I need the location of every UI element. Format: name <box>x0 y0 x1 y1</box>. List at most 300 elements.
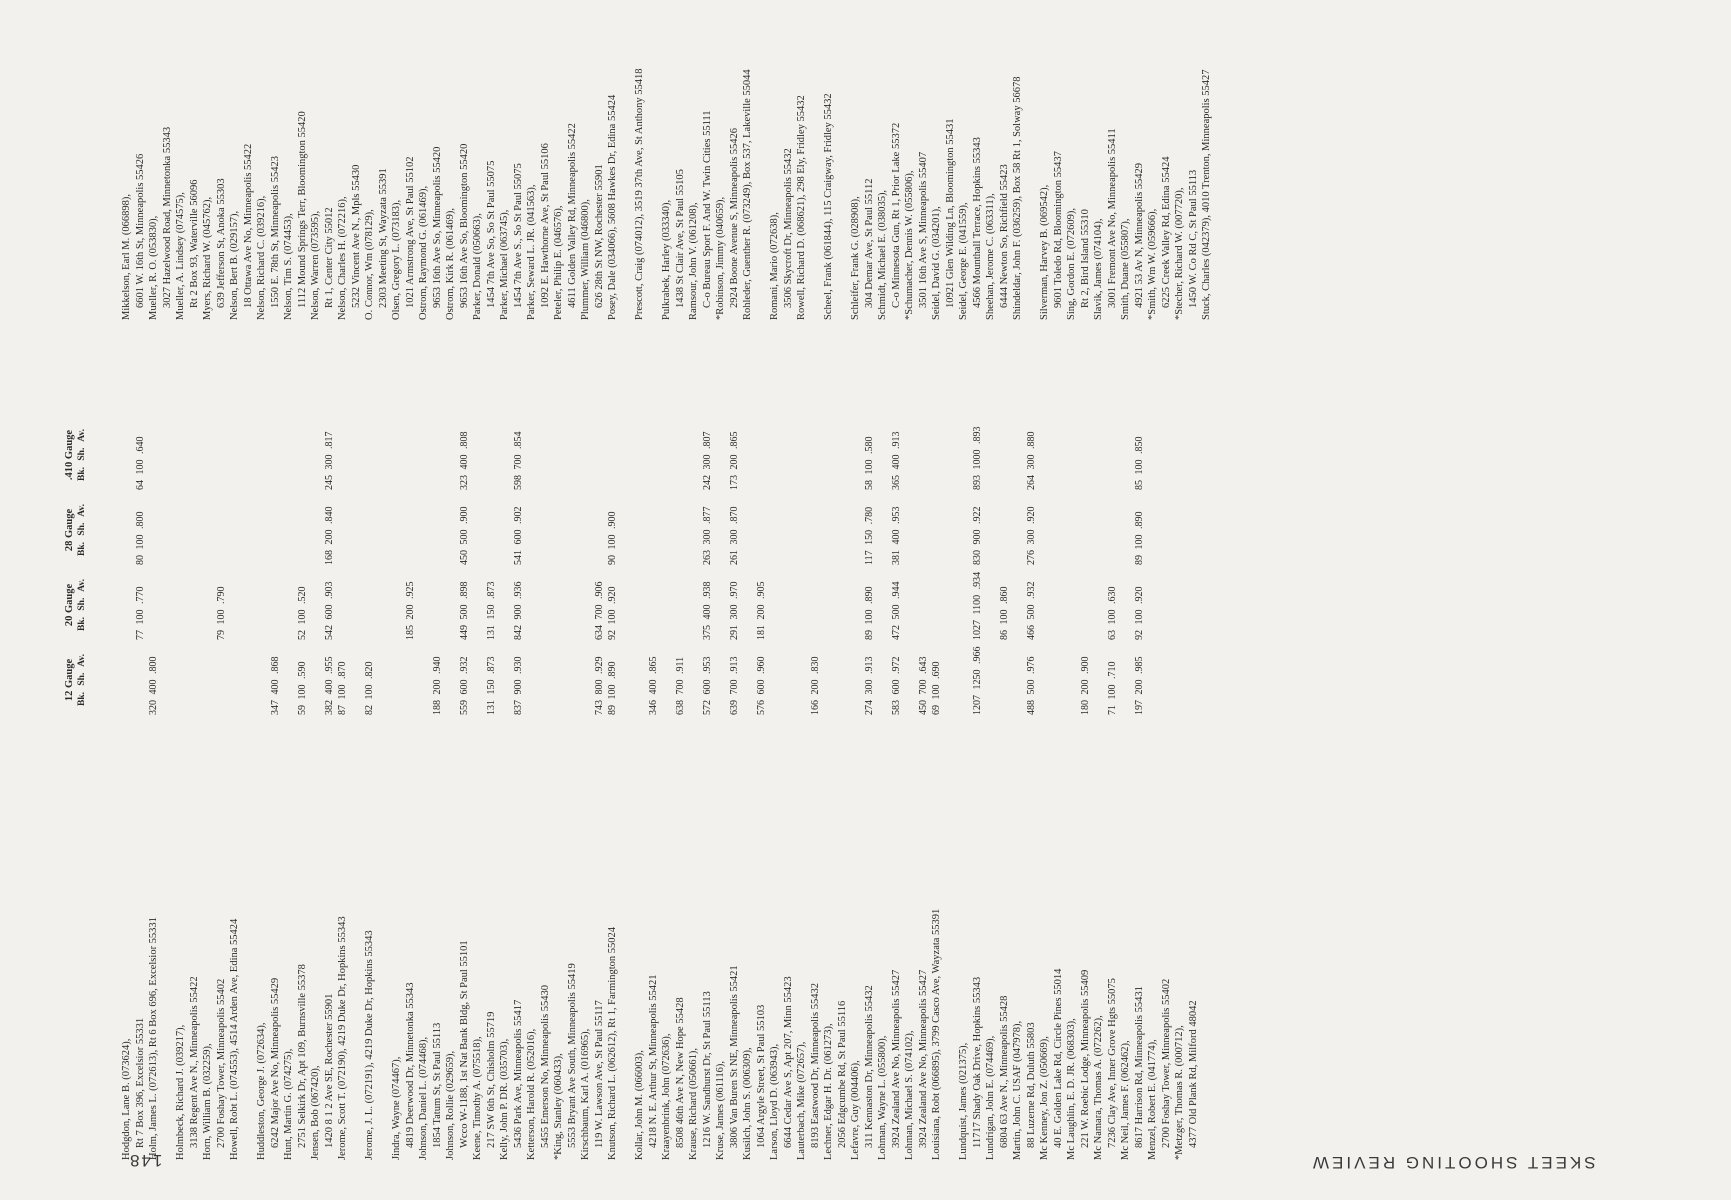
shooter-name: Louisiana, Robt (066895), 3799 Casco Ave, Wayzata 55391 <box>931 908 942 1160</box>
gauge-score-g20: 77 100 .770 <box>134 586 146 640</box>
shooter-name: Smith, Duane (055807), <box>1120 218 1131 320</box>
gauge-score-g12: 638 700 .911 <box>674 656 686 715</box>
gauge-score-g20: 185 200 .925 <box>404 581 416 640</box>
shooter-name: Ketterson, Harold R. (052016), <box>526 1028 537 1160</box>
gauge-score-g28: 168 200 .840 <box>323 506 335 565</box>
shooter-address: 4218 N. E. Arthur St, Minneapolis 55421 <box>647 974 659 1148</box>
gauge-header <box>64 495 88 565</box>
gauge-score-g12: 89 100 .890 <box>607 661 618 715</box>
shooter-address: Rt 2, Bird Island 55310 <box>1079 209 1091 308</box>
gauge-score-g12: 576 600 .960 <box>755 656 767 715</box>
shooter-name: Jerome, J. L. (072191), 4219 Duke Dr, Hopkins 55343 <box>364 930 375 1160</box>
shooter-name: Horn, William B. (032259), <box>202 1043 213 1160</box>
shooter-address: 2700 Foshay Tower, Minneapolis 55402 <box>1160 978 1172 1148</box>
shooter-name: Martin, John C. USAF (047978), <box>1012 1020 1023 1160</box>
shooter-address <box>242 360 256 1160</box>
shooter-address: 2924 Boone Avenue S, Minneapolis 55426 <box>728 127 740 308</box>
gauge-score-g12: 346 400 .865 <box>647 656 659 715</box>
shooter-address: 2751 Selkirk Dr, Apt 109, Burnsville 55378 <box>296 964 308 1148</box>
shooter-name: Nelson, Tim S. (074453), <box>283 213 294 320</box>
gauge-header-sub: Bk. Sh. Av. <box>77 429 87 481</box>
shooter-entry <box>552 360 579 1160</box>
gauge-score-g20: 92 100 .920 <box>607 586 618 640</box>
shooter-entry <box>876 0 903 320</box>
shooter-address: 1438 St Clair Ave, St Paul 55105 <box>674 169 686 308</box>
shooter-name: Ramsour, John V. (061208), <box>688 202 699 320</box>
shooter-address: 5553 Bryant Ave South, Minneapolis 55419 <box>566 963 578 1148</box>
shooter-address: 4611 Golden Valley Rd, Minneapolis 55422 <box>566 123 578 308</box>
shooter-name: Sing, Gordon E. (072609), <box>1066 208 1077 320</box>
gauge-score-g12: 69 100 .690 <box>931 661 942 715</box>
shooter-entry <box>417 360 444 1160</box>
shooter-name: Nelson, Bert B. (029157), <box>229 210 240 320</box>
gauge-score-g12: 639 700 .913 <box>728 656 740 715</box>
gauge-score-g28: 89 100 .890 <box>1133 511 1145 565</box>
shooter-address: 1064 Argyle Street, St Paul 55103 <box>755 1004 767 1148</box>
gauge-score-g410: 893 1000 .893 <box>971 426 983 490</box>
gauge-headers-left <box>60 360 120 1160</box>
shooter-entry <box>741 0 768 320</box>
shooter-name: Lechner, Edgar H. Dr. (061273), <box>823 1023 834 1160</box>
gauge-score-g410: 264 300 .880 <box>1025 431 1037 490</box>
shooter-name: Howell, Robt L. (074553), 4514 Arden Ave, Edina 55424 <box>229 918 240 1160</box>
shooter-address <box>620 0 634 320</box>
shooter-address: C-o Bureau Sport F. And W. Twin Cities 55111 <box>701 110 713 308</box>
gauge-header-sub: Bk. Sh. Av. <box>77 654 87 706</box>
shooter-entry <box>1119 360 1146 1160</box>
gauge-score-g12: 583 600 .972 <box>890 656 902 715</box>
shooter-name: Mc Laughlin, E. D. JR. (068303), <box>1066 1018 1077 1160</box>
shooter-entry <box>930 0 957 320</box>
gauge-score-g12: 180 200 .900 <box>1079 656 1091 715</box>
shooter-name: Krause, Richard (050661), <box>688 1048 699 1160</box>
shooter-name: *Stecher, Richard W. (007720), <box>1174 187 1185 320</box>
shooter-address: 639 Jefferson St, Anoka 55303 <box>215 178 227 308</box>
shooter-name: Hunt, Martin G. (074275), <box>283 1048 294 1160</box>
shooter-address: 1021 Armstrong Ave, St Paul 55102 <box>404 156 416 308</box>
shooter-name: *King, Stanley (060433), <box>553 1053 564 1160</box>
gauge-score-g20: 472 500 .944 <box>890 581 902 640</box>
gauge-score-g410: 598 700 .854 <box>512 431 524 490</box>
shooter-name: Stuck, Charles (042379), 4010 Trenton, Minneapolis 55427 <box>1201 69 1212 320</box>
gauge-score-g28: 381 400 .953 <box>890 506 902 565</box>
shooter-entry <box>444 0 471 320</box>
shooter-name: Schmidt, Michael E. (038035), <box>877 189 888 320</box>
shooter-name: Rowell, Richard D. (068621), 298 Ely, Fridley 55432 <box>796 95 807 320</box>
shooter-entry <box>228 360 255 1160</box>
shooter-name: Myers, Richard W. (045762), <box>202 196 213 320</box>
shooter-address: 221 W. Roebic Lodge, Minneapolis 55409 <box>1079 969 1091 1148</box>
gauge-score-g12: 837 900 .930 <box>512 656 524 715</box>
shooter-address <box>350 360 364 1160</box>
shooter-entry <box>606 0 633 320</box>
shooter-entry <box>1146 0 1173 320</box>
shooter-name: Kraayenbrink, John (072636), <box>661 1033 672 1160</box>
gauge-score-g28: 541 600 .902 <box>512 506 524 565</box>
right-entries <box>120 0 1227 320</box>
shooter-address: 2700 Foshay Tower, Minneapolis 55402 <box>215 978 227 1148</box>
shooter-address <box>755 0 769 320</box>
gauge-score-g410: 173 200 .865 <box>728 431 740 490</box>
shooter-address: 3506 Skycroft Dr, Minneapolis 55432 <box>782 148 794 308</box>
shooter-name: Olsen, Gregory L. (073183), <box>391 199 402 320</box>
shooter-entry <box>660 360 687 1160</box>
shooter-address: 9601 Toledo Rd, Bloomington 55437 <box>1052 151 1064 308</box>
shooter-address: 8193 Eastwood Dr, Minneapolis 55432 <box>809 983 821 1148</box>
gauge-score-g12: 87 100 .870 <box>337 661 348 715</box>
gauge-score-g12: 559 600 .932 <box>458 656 470 715</box>
shooter-name: Holmbeck, Richard J. (039217), <box>175 1024 186 1160</box>
shooter-name: Seidel, David G. (034201), <box>931 206 942 320</box>
shooter-name: Mueller, R. O. (053830), <box>148 215 159 320</box>
shooter-entry <box>147 0 174 320</box>
gauge-score-g28: 90 100 .900 <box>607 511 618 565</box>
shooter-address: 1216 W. Sandhurst Dr, St Paul 55113 <box>701 991 713 1148</box>
shooter-name: Hodgdon, Lane B. (073624), <box>121 1038 132 1160</box>
shooter-address <box>944 360 958 1160</box>
shooter-address: 6242 Major Ave No, Minneapolis 55429 <box>269 977 281 1148</box>
shooter-name: Lundquist, James (021375), <box>958 1042 969 1160</box>
shooter-entry <box>903 0 930 320</box>
shooter-address: 3924 Zealand Ave No, Minneapolis 55427 <box>890 969 902 1148</box>
shooter-address: 3138 Regent Ave N., Minneapolis 55422 <box>188 976 200 1148</box>
shooter-address <box>809 0 823 320</box>
gauge-score-g12: 488 500 .976 <box>1025 656 1037 715</box>
gauge-header-label: 20 Gauge <box>64 583 75 627</box>
gauge-score-g20: 375 400 .938 <box>701 581 713 640</box>
shooter-entry <box>1173 0 1200 320</box>
shooter-name: Prescott, Craig (074012), 3519 37th Ave, St Anthony 55418 <box>634 68 645 320</box>
shooter-entry <box>417 0 444 320</box>
shooter-address <box>647 0 661 320</box>
shooter-name: *Schumacher, Dennis W. (055806), <box>904 170 915 320</box>
shooter-entry <box>849 0 876 320</box>
shooter-entry <box>1200 0 1227 320</box>
gauge-score-g12: 743 800 .929 <box>593 656 605 715</box>
shooter-name: Knutson, Richard L. (062612), Rt 1, Farmington 55024 <box>607 926 618 1160</box>
shooter-name: Lohman, Michael S. (074102), <box>904 1030 915 1160</box>
shooter-entry <box>579 360 606 1160</box>
gauge-score-g12: 59 100 .590 <box>296 661 308 715</box>
shooter-address <box>377 360 391 1160</box>
shooter-entry <box>498 0 525 320</box>
gauge-headers-right <box>60 0 120 320</box>
shooter-entry <box>552 0 579 320</box>
shooter-entry <box>525 360 552 1160</box>
shooter-address: Rt 1, Center City 55012 <box>323 207 335 308</box>
shooter-address: 8617 Harrison Rd, Minneapolis 55431 <box>1133 986 1145 1148</box>
gauge-score-g12: 347 400 .868 <box>269 656 281 715</box>
gauge-score-g12: 572 600 .953 <box>701 656 713 715</box>
shooter-name: Jindra, Wayne (074467), <box>391 1056 402 1160</box>
shooter-entry <box>498 360 525 1160</box>
shooter-name: Pulkrabek, Harley (033340), <box>661 199 672 320</box>
shooter-address: 5455 Emerson No, Minneapolis 55430 <box>539 984 551 1148</box>
gauge-header-sub: Bk. Sh. Av. <box>77 579 87 631</box>
gauge-score-g20: 86 100 .860 <box>998 586 1010 640</box>
gauge-header <box>64 570 88 640</box>
shooter-entry <box>390 0 417 320</box>
shooter-name: *Robinson, Jimmy (040659), <box>715 196 726 320</box>
shooter-entry <box>957 360 984 1160</box>
shooter-entry <box>714 360 741 1160</box>
shooter-entry <box>984 0 1011 320</box>
shooter-name: Parker, Michael (063745), <box>499 209 510 320</box>
shooter-name: Romani, Mario (072638), <box>769 212 780 320</box>
gauge-score-g12: 82 100 .820 <box>364 661 375 715</box>
shooter-address: 1550 E. 78th St, Minneapolis 55423 <box>269 156 281 308</box>
shooter-address: 3924 Zealand Ave No, Minneapolis 55427 <box>917 969 929 1148</box>
shooter-entry <box>606 360 633 1160</box>
gauge-header-label: .410 Gauge <box>64 429 75 481</box>
shooter-entry <box>1011 360 1038 1160</box>
shooter-name: Shindeldar, John F. (036259), Box 58 Rt 1, Solway 56678 <box>1012 76 1023 320</box>
gauge-header <box>64 645 88 715</box>
shooter-address: 9653 16th Ave So, Minneapolis 55420 <box>431 146 443 308</box>
shooter-entry <box>201 360 228 1160</box>
shooter-address <box>1025 0 1039 320</box>
shooter-address: 88 Luzerne Rd, Duluth 55803 <box>1025 1022 1037 1148</box>
shooter-entry <box>714 0 741 320</box>
gauge-score-g20: 842 900 .936 <box>512 581 524 640</box>
shooter-entry <box>1092 0 1119 320</box>
shooter-name: Kelly, John P. DR. (035703), <box>499 1038 510 1160</box>
shooter-entry <box>1038 360 1065 1160</box>
shooter-entry <box>876 360 903 1160</box>
shooter-entry <box>309 0 336 320</box>
shooter-name: Parker, Seward L. JR. (041563), <box>526 184 537 320</box>
shooter-entry <box>579 0 606 320</box>
shooter-entry <box>309 360 336 1160</box>
shooter-address: Rt 2 Box 93, Waterville 56096 <box>188 179 200 308</box>
shooter-entry <box>147 360 174 1160</box>
shooter-address: 2056 Edgcumbe Rd, St Paul 55116 <box>836 1000 848 1148</box>
gauge-score-g20: 1027 1100 .934 <box>971 571 983 640</box>
shooter-address <box>836 0 850 320</box>
gauge-score-g410: 58 100 .580 <box>863 436 875 490</box>
gauge-header <box>64 420 88 490</box>
gauge-score-g28: 80 100 .800 <box>134 511 146 565</box>
shooter-address: 217 SW 6th St, Chisholm 55719 <box>485 1011 497 1148</box>
shooter-address: 1454 7th Ave So, So St Paul 55075 <box>485 160 497 308</box>
shooter-name: Lefavre, Guy (004406), <box>850 1060 861 1160</box>
shooter-name: Nelson, Warren (073595), <box>310 210 321 320</box>
shooter-name: Lohman, Wayne L. (055800), <box>877 1035 888 1160</box>
shooter-entry <box>822 0 849 320</box>
shooter-entry <box>1065 0 1092 320</box>
shooter-name: Nelson, Richard C. (039216), <box>256 195 267 320</box>
journal-title: SKEET SHOOTING REVIEW <box>1310 1153 1596 1172</box>
shooter-name: Keene, Timothy A. (075518), <box>472 1036 483 1160</box>
shooter-name: Mueller, A. Lindsey (074575), <box>175 192 186 320</box>
shooter-address: 304 Demar Ave, St Paul 55112 <box>863 178 875 308</box>
shooter-address: 10921 Glen Wilding Ln, Bloomington 55431 <box>944 118 956 308</box>
shooter-address <box>620 360 634 1160</box>
shooter-entry <box>903 360 930 1160</box>
shooter-entry <box>525 0 552 320</box>
shooter-name: *Smith, Wm W. (059666), <box>1147 208 1158 320</box>
gauge-score-g410: 85 100 .850 <box>1133 436 1145 490</box>
shooter-entry <box>1173 360 1200 1160</box>
shooter-name: Jensen, Bob (067420), <box>310 1065 321 1160</box>
shooter-address: 1420 8 1 2 Ave SE, Rochester 55901 <box>323 993 335 1148</box>
gauge-score-g410: 245 300 .817 <box>323 431 335 490</box>
gauge-score-g12: 166 200 .830 <box>809 656 821 715</box>
shooter-entry <box>633 360 660 1160</box>
shooter-entry <box>282 360 309 1160</box>
shooter-entry <box>174 0 201 320</box>
shooter-entry <box>741 360 768 1160</box>
shooter-name: Silverman, Harvey B. (069542), <box>1039 184 1050 320</box>
shooter-address: 40 E. Golden Lake Rd, Circle Pines 55014 <box>1052 968 1064 1148</box>
shooter-name: Peteler, Philip E. (046576), <box>553 205 564 320</box>
gauge-score-g12: 131 150 .873 <box>485 656 497 715</box>
shooter-name: Johnson, Daniel L. (074468), <box>418 1036 429 1160</box>
shooter-address: 4819 Deerwood Dr, Minnetonka 55343 <box>404 982 416 1148</box>
shooter-name: Lundrigan, John E. (074469), <box>985 1035 996 1160</box>
shooter-name: O. Connor, Wm (078129), <box>364 209 375 320</box>
shooter-entry <box>390 360 417 1160</box>
gauge-score-g20: 79 100 .790 <box>215 586 227 640</box>
gauge-score-g12: 320 400 .800 <box>148 656 159 715</box>
shooter-name: Posey, Dale (034066), 5608 Hawkes Dr, Edina 55424 <box>607 94 618 320</box>
gauge-header-sub: Bk. Sh. Av. <box>77 504 87 556</box>
shooter-entry <box>768 0 795 320</box>
gauge-score-g20: 181 200 .905 <box>755 581 767 640</box>
shooter-entry <box>120 360 147 1160</box>
shooter-entry <box>687 360 714 1160</box>
gauge-score-g28: 276 300 .920 <box>1025 506 1037 565</box>
shooter-address: 311 Kennaston Dr, Minneapolis 55432 <box>863 985 875 1148</box>
shooter-entry <box>363 360 390 1160</box>
gauge-score-g12: 274 300 .913 <box>863 656 875 715</box>
gauge-score-g20: 634 700 .906 <box>593 581 605 640</box>
shooter-entry <box>444 360 471 1160</box>
shooter-name: Ostrom, Kirk R. (061469), <box>445 208 456 320</box>
shooter-entry <box>1146 360 1173 1160</box>
gauge-score-g20: 449 500 .898 <box>458 581 470 640</box>
shooter-name: Mc Namara, Thomas A. (072262), <box>1093 1015 1104 1160</box>
shooter-address: 3501 16th Ave S, Minneapolis 55407 <box>917 151 929 308</box>
shooter-name: Slavik, James (074104), <box>1093 218 1104 320</box>
shooter-address: 8508 46th Ave N, New Hope 55428 <box>674 997 686 1148</box>
gauge-score-g410: 365 400 .913 <box>890 431 902 490</box>
shooter-address: 4566 Mounthall Terrace, Hopkins 55343 <box>971 137 983 308</box>
gauge-score-g20: 291 300 .970 <box>728 581 740 640</box>
shooter-entry <box>228 0 255 320</box>
gauge-score-g410: 323 400 .808 <box>458 431 470 490</box>
shooter-name: Mikkelson, Earl M. (066898), <box>121 194 132 320</box>
shooter-address: Wcco W-1188, 1st Nat Bank Bldg, St Paul 55101 <box>458 940 470 1148</box>
gauge-score-g20: 92 100 .920 <box>1133 586 1145 640</box>
shooter-name: Mc Neil, James F. (062462), <box>1120 1040 1131 1160</box>
shooter-name: Menzel, Robert E. (041774), <box>1147 1039 1158 1160</box>
shooter-address: C-o Minnesota Gun, Rt 1, Prior Lake 55372 <box>890 122 902 308</box>
shooter-entry <box>336 0 363 320</box>
shooter-entry <box>363 0 390 320</box>
shooter-name: Johnson, Rollie (029659), <box>445 1050 456 1160</box>
shooter-entry <box>1065 360 1092 1160</box>
shooter-address: 2303 Meeting St, Wayzata 55391 <box>377 168 389 308</box>
shooter-name: Scheel, Frank (061844), 115 Craigway, Fridley 55432 <box>823 93 834 320</box>
shooter-entry <box>768 360 795 1160</box>
shooter-name: Holm, James L. (072613), Rt 6 Box 696, Excelsior 55331 <box>148 917 159 1160</box>
gauge-score-g12: 1207 1250 .966 <box>971 646 983 715</box>
gauge-score-g20: 63 100 .630 <box>1106 586 1118 640</box>
shooter-entry <box>120 0 147 320</box>
gauge-score-g12: 382 400 .955 <box>323 656 335 715</box>
shooter-entry <box>849 360 876 1160</box>
shooter-address: 5436 Park Ave, Minneapolis 55417 <box>512 999 524 1148</box>
shooter-name: Ostrom, Raymond G. (061469), <box>418 185 429 320</box>
shooter-address: 1454 7th Ave S., So St Paul 55075 <box>512 163 524 308</box>
shooter-name: Parker, Donald (050663), <box>472 213 483 320</box>
gauge-score-g20: 52 100 .520 <box>296 586 308 640</box>
shooter-name: Larson, Lloyd D. (063943), <box>769 1043 780 1160</box>
shooter-address: 18 Ottawa Ave No, Minneapolis 55422 <box>242 143 254 308</box>
shooter-address: 5232 Vincent Ave N., Mpls 55430 <box>350 164 362 308</box>
gauge-score-g12: 197 200 .985 <box>1133 656 1145 715</box>
shooter-name: Schleifer, Frank G. (028908), <box>850 196 861 320</box>
shooter-entry <box>1119 0 1146 320</box>
gauge-score-g28: 261 300 .870 <box>728 506 740 565</box>
shooter-entry <box>471 0 498 320</box>
gauge-score-g28: 450 500 .900 <box>458 506 470 565</box>
shooter-address: 7236 Clay Ave, Inner Grove Hgts 55075 <box>1106 978 1118 1148</box>
shooter-entry <box>660 0 687 320</box>
gauge-score-g12: 71 100 .710 <box>1106 661 1118 715</box>
shooter-address: 1092 E. Hawthorne Ave, St Paul 55106 <box>539 143 551 308</box>
gauge-header-label: 28 Gauge <box>64 508 75 552</box>
shooter-entry <box>633 0 660 320</box>
gauge-score-g410: 242 300 .807 <box>701 431 713 490</box>
gauge-header-label: 12 Gauge <box>64 658 75 702</box>
shooter-entry <box>471 360 498 1160</box>
shooter-entry <box>930 360 957 1160</box>
gauge-score-g20: 131 150 .873 <box>485 581 497 640</box>
shooter-address: 626 28th St NW, Rochester 55901 <box>593 164 605 308</box>
shooter-address <box>161 360 175 1160</box>
shooter-entry <box>201 0 228 320</box>
shooter-entry <box>1092 360 1119 1160</box>
shooter-name: Nelson, Charles H. (072216), <box>337 196 348 320</box>
shooter-entry <box>687 0 714 320</box>
shooter-name: Kirschbaum, Karl A. (016965), <box>580 1028 591 1160</box>
shooter-entry <box>336 360 363 1160</box>
shooter-address: 9653 16th Ave So, Bloomington 55420 <box>458 143 470 308</box>
shooter-address <box>1214 0 1228 320</box>
page-number: 148 <box>128 1151 163 1170</box>
shooter-name: Jerome, Scott T. (072190), 4219 Duke Dr, Hopkins 55343 <box>337 916 348 1160</box>
shooter-address: 119 W. Lawson Ave, St Paul 55117 <box>593 1000 605 1148</box>
gauge-score-g20: 542 600 .903 <box>323 581 335 640</box>
shooter-entry <box>255 0 282 320</box>
shooter-address: 6804 63 Ave N., Minneapolis 55428 <box>998 995 1010 1148</box>
shooter-address: 3806 Van Buren St NE, Minneapolis 55421 <box>728 965 740 1148</box>
shooter-name: Plummer, William (046800), <box>580 199 591 320</box>
shooter-address: 6601 W. 16th St, Minneapolis 55426 <box>134 153 146 308</box>
shooter-address: 6644 Cedar Ave S, Apt 207, Minn 55423 <box>782 976 794 1148</box>
shooter-name: Mc Kenney, Jon Z. (050669), <box>1039 1036 1050 1160</box>
shooter-address: 3001 Fremont Ave No, Minneapolis 55411 <box>1106 128 1118 308</box>
shooter-entry <box>282 0 309 320</box>
shooter-entry <box>822 360 849 1160</box>
shooter-name: Kollar, John M. (066003), <box>634 1050 645 1160</box>
shooter-name: Rohleder, Guenther R. (073249), Box 537, Lakeville 55044 <box>742 69 753 320</box>
shooter-address: 4921 53 Av N, Minneapolis 55429 <box>1133 162 1145 308</box>
shooter-name: Lauterbach, Mike (072657), <box>796 1041 807 1160</box>
gauge-score-g20: 466 500 .932 <box>1025 581 1037 640</box>
